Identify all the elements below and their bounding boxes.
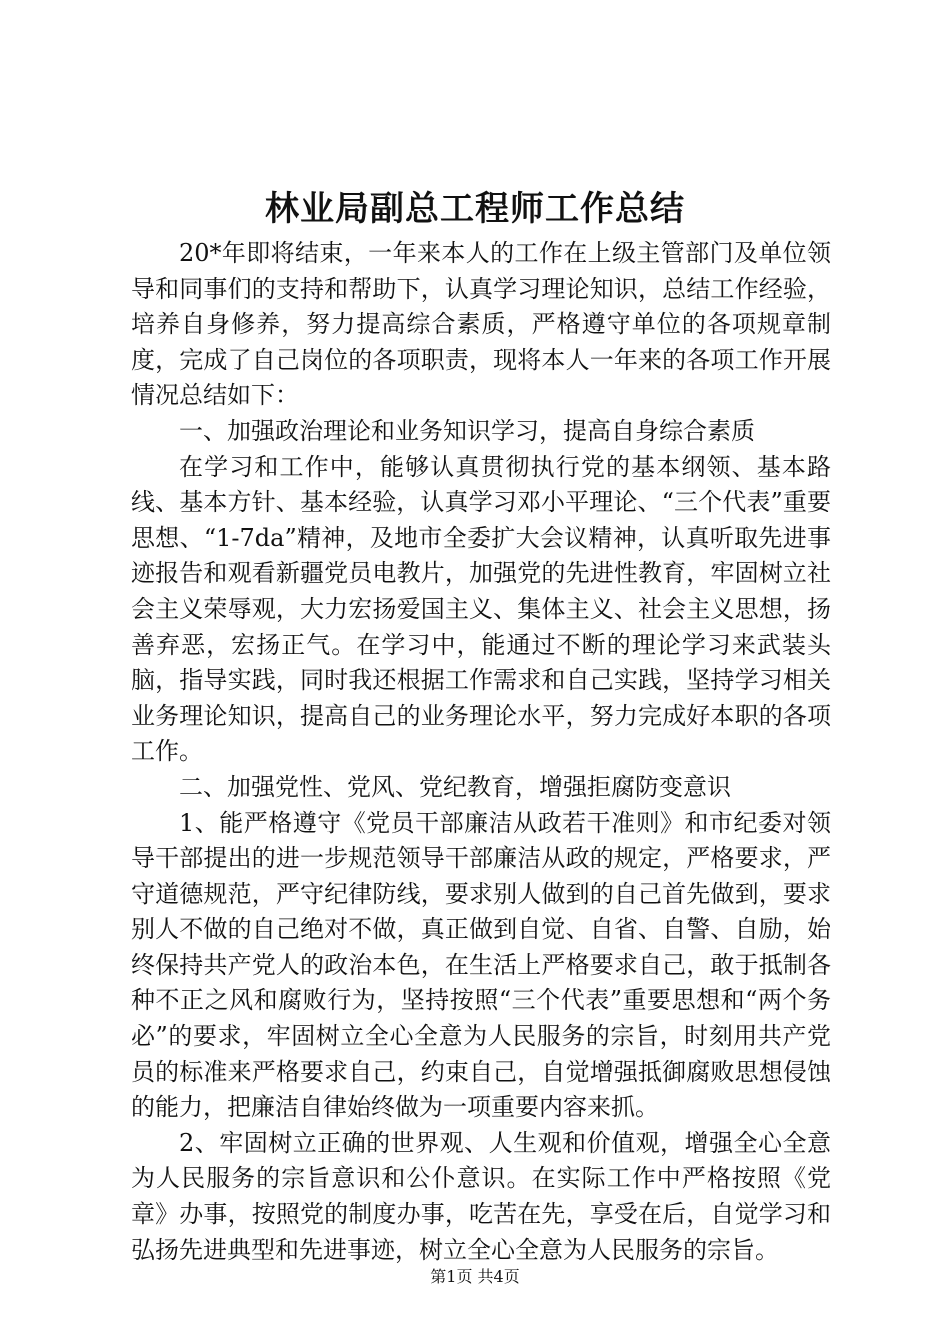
section-2-item-1: 1、能严格遵守《党员干部廉洁从政若干准则》和市纪委对领导干部提出的进一步规范领导干部廉洁从政的规定，严格要求，严守道德规范，严守纪律防线，要求别人做到的自己首先做到，要求别人不做的自己绝对不做，真正做到自觉、自省、自警、自励，始终保持共产党人的政治本色，在生活上严格要求自己，敢于抵制各种不正之风和腐败行为，坚持按照“三个代表”重要思想和“两个务必”的要求，牢固树立全心全意为人民服务的宗旨，时刻用共产党员的标准来严格要求自己，约束自己，自觉增强抵御腐败思想侵蚀的能力，把廉洁自律始终做为一项重要内容来抓。 [131, 808, 831, 1122]
section-2-item-2: 2、牢固树立正确的世界观、人生观和价值观，增强全心全意为人民服务的宗旨意识和公仆意识。在实际工作中严格按照《党章》办事，按照党的制度办事，吃苦在先，享受在后，自觉学习和弘扬先进典型和先进事迹，树立全心全意为人民服务的宗旨。 [131, 1128, 831, 1264]
document-body [131, 236, 831, 1268]
section-1-paragraph: 在学习和工作中，能够认真贯彻执行党的基本纲领、基本路线、基本方针、基本经验，认真学习邓小平理论、“三个代表”重要思想、“1-7da”精神，及地市全委扩大会议精神，认真听取先进事迹报告和观看新疆党员电教片，加强党的先进性教育，牢固树立社会主义荣辱观，大力宏扬爱国主义、集体主义、社会主义思想，扬善弃恶，宏扬正气。在学习中，能通过不断的理论学习来武装头脑，指导实践，同时我还根据工作需求和自己实践，坚持学习相关业务理论知识，提高自己的业务理论水平，努力完成好本职的各项工作。 [131, 452, 831, 766]
section-heading-2: 二、加强党性、党风、党纪教育，增强拒腐防变意识 [179, 772, 731, 801]
document-title: 林业局副总工程师工作总结 [265, 189, 685, 229]
section-heading-1: 一、加强政治理论和业务知识学习，提高自身综合素质 [179, 416, 755, 445]
intro-paragraph: 20*年即将结束，一年来本人的工作在上级主管部门及单位领导和同事们的支持和帮助下，认真学习理论知识，总结工作经验，培养自身修养，努力提高综合素质，严格遵守单位的各项规章制度，完成了自己岗位的各项职责，现将本人一年来的各项工作开展情况总结如下： [131, 239, 831, 410]
page-number-footer: 第1页 共4页 [430, 1267, 520, 1286]
